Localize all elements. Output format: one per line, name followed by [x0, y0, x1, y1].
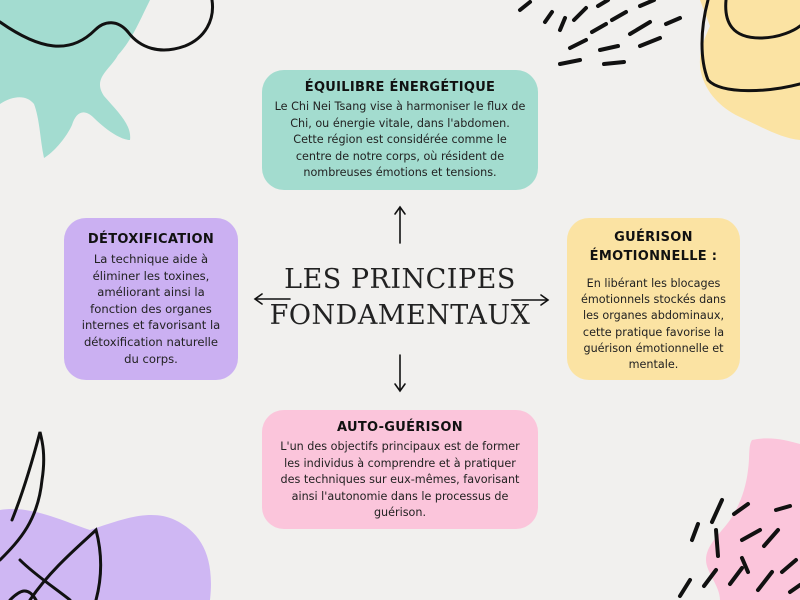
- purple-blob-shape: [0, 509, 211, 600]
- card-title: GUÉRISON ÉMOTIONNELLE :: [589, 230, 718, 264]
- card-self-healing: [262, 410, 538, 529]
- black-dash-marks-top: [520, 0, 680, 64]
- card-text: Le Chi Nei Tsang vise à harmoniser le flux de Chi, ou énergie vitale, dans l'abdomen. Cette région est considérée comme le centre de notre corps, où résident de nombreuses émotions et tensions.: [274, 100, 526, 179]
- teal-blob-shape: [0, 0, 150, 158]
- arrow-down: [395, 355, 405, 391]
- title-line-2: FONDAMENTAUX: [269, 300, 531, 331]
- card-text: L'un des objectifs principaux est de former les individus à comprendre et à pratiquer des techniques sur eux-mêmes, favorisant ainsi l'autonomie dans le processus de guérison.: [280, 440, 520, 519]
- card-text: En libérant les blocages émotionnels stockés dans les organes abdominaux, cette pratique favorise la guérison émotionnelle et mentale.: [581, 277, 726, 372]
- pink-blob-shape: [706, 438, 800, 600]
- card-detoxification: [64, 218, 238, 380]
- card-title: AUTO-GUÉRISON: [337, 420, 463, 435]
- card-energy-balance: [262, 70, 538, 190]
- yellow-blob-shape: [700, 0, 800, 140]
- card-title: DÉTOXIFICATION: [87, 232, 215, 247]
- card-emotional-healing: [567, 218, 740, 380]
- card-text: La technique aide à éliminer les toxines, améliorant ainsi la fonction des organes internes et favorisant la détoxification naturelle du corps.: [81, 252, 221, 366]
- title-line-1: LES PRINCIPES: [284, 264, 516, 295]
- card-title: ÉQUILIBRE ÉNERGÉTIQUE: [304, 80, 496, 95]
- center-title: [262, 262, 538, 334]
- arrow-up: [395, 207, 405, 243]
